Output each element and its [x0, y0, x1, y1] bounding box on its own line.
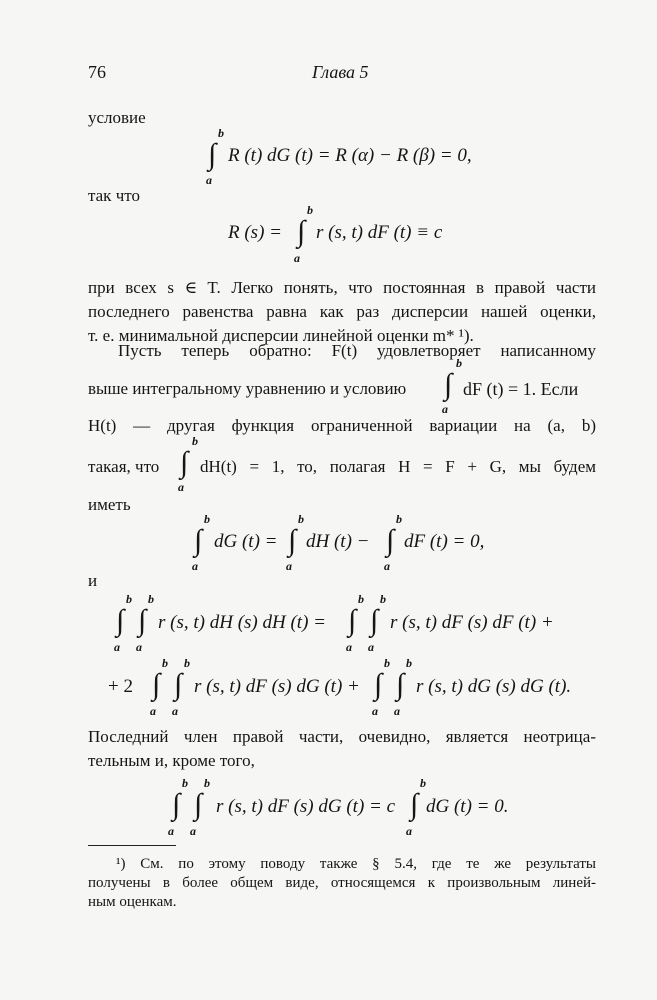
paragraph-1-line-3: т. е. минимальной дисперсии линейной оценки m* ¹). [88, 326, 474, 345]
limit-lower: a [384, 559, 390, 573]
page-number: 76 [88, 62, 106, 82]
integral-sign: ∫ [370, 604, 379, 637]
integral-sign: ∫ [116, 604, 125, 637]
limit-lower: a [372, 704, 378, 718]
limit-upper: b [204, 776, 210, 790]
limit-upper: b [358, 592, 364, 606]
limit-upper: b [456, 356, 462, 370]
equation-5-prefix: + 2 [108, 676, 133, 697]
paragraph-1 [88, 276, 596, 348]
integral-sign: ∫ [194, 788, 203, 821]
limit-lower: a [190, 824, 196, 838]
integral-sign: ∫ [374, 668, 383, 701]
limit-lower: a [286, 559, 292, 573]
limit-lower: a [114, 640, 120, 654]
limit-lower: a [442, 402, 448, 416]
equation-5-part-b: r (s, t) dF (s) dG (t) + [194, 676, 360, 697]
paragraph-3-line-2: тельным и, кроме того, [88, 751, 255, 770]
integral-sign: ∫ [396, 668, 405, 701]
integral-sign: ∫ [174, 668, 183, 701]
equation-3-part-b: dH (t) − [306, 531, 370, 552]
limit-lower: a [178, 480, 184, 494]
limit-upper: b [162, 656, 168, 670]
paragraph-2-line-4b: dH(t) = 1, то, полагая H = F + G, мы будем [200, 457, 596, 476]
limit-upper: b [184, 656, 190, 670]
limit-lower: a [168, 824, 174, 838]
integral-sign: ∫ [386, 524, 395, 557]
limit-lower: a [294, 251, 300, 265]
paragraph-2-line-2b: dF (t) = 1. Если [463, 379, 579, 399]
integral-sign: ∫ [180, 446, 189, 479]
equation-6-part-b: dG (t) = 0. [426, 796, 509, 817]
paragraph-1-line-2: последнего равенства равна как раз дисперсии нашей оценки, [88, 302, 596, 321]
equation-2-lhs: R (s) = [228, 222, 282, 243]
limit-upper: b [218, 126, 224, 140]
text-and: и [88, 571, 98, 590]
equation-3-part-a: dG (t) = [214, 531, 278, 552]
text-condition: условие [88, 108, 146, 127]
paragraph-2-line-3: H(t) — другая функция ограниченной вариации на (a, b) [88, 416, 596, 435]
limit-lower: a [150, 704, 156, 718]
paragraph-2-line-1: Пусть теперь обратно: F(t) удовлетворяет написанному [118, 341, 596, 360]
equation-3-part-c: dF (t) = 0, [404, 531, 485, 552]
limit-upper: b [420, 776, 426, 790]
paragraph-3-line-1: Последний член правой части, очевидно, является неотрица- [88, 727, 596, 746]
limit-lower: a [394, 704, 400, 718]
text-so-that: так что [88, 186, 140, 205]
limit-upper: b [298, 512, 304, 526]
integral-sign: ∫ [410, 788, 419, 821]
limit-lower: a [172, 704, 178, 718]
integral-sign: ∫ [288, 524, 297, 557]
limit-lower: a [346, 640, 352, 654]
limit-upper: b [380, 592, 386, 606]
integral-sign: ∫ [348, 604, 357, 637]
limit-upper: b [204, 512, 210, 526]
equation-5-part-c: r (s, t) dG (s) dG (t). [416, 676, 572, 697]
limit-upper: b [384, 656, 390, 670]
limit-lower: a [136, 640, 142, 654]
integral-sign: ∫ [152, 668, 161, 701]
paragraph-2-line-5: иметь [88, 495, 131, 514]
equation-4-rhs: r (s, t) dF (s) dF (t) + [390, 612, 554, 633]
limit-lower: a [368, 640, 374, 654]
paragraph-1-line-1: при всех s ∈ T. Легко понять, что постоянная в правой части [88, 278, 596, 297]
footnote [88, 855, 596, 912]
limit-upper: b [126, 592, 132, 606]
paragraph-2-line-2a: выше интегральному уравнению и условию [88, 379, 407, 398]
equation-6-part-a: r (s, t) dF (s) dG (t) = c [216, 796, 396, 817]
limit-upper: b [192, 434, 198, 448]
chapter-title: Глава 5 [312, 62, 369, 82]
equation-2-rhs: r (s, t) dF (t) ≡ c [316, 222, 443, 243]
limit-upper: b [148, 592, 154, 606]
equation-1-body: R (t) dG (t) = R (α) − R (β) = 0, [228, 145, 472, 166]
limit-lower: a [192, 559, 198, 573]
limit-lower: a [206, 173, 212, 187]
integral-sign: ∫ [208, 138, 217, 171]
integral-sign: ∫ [138, 604, 147, 637]
limit-upper: b [396, 512, 402, 526]
paragraph-2-line-4a: такая, что [88, 457, 160, 476]
limit-lower: a [406, 824, 412, 838]
limit-upper: b [406, 656, 412, 670]
limit-upper: b [307, 203, 313, 217]
integral-sign: ∫ [172, 788, 181, 821]
equation-4-lhs: r (s, t) dH (s) dH (t) = [158, 612, 326, 633]
integral-sign: ∫ [297, 215, 306, 248]
integral-sign: ∫ [194, 524, 203, 557]
footnote-line-1: ¹) См. по этому поводу также § 5.4, где те же результаты [116, 856, 596, 872]
footnote-divider [88, 845, 176, 846]
footnote-line-2: получены в более общем виде, относящемся к произвольным линей- [88, 875, 596, 891]
limit-upper: b [182, 776, 188, 790]
footnote-line-3: ным оценкам. [88, 894, 177, 910]
integral-sign: ∫ [444, 368, 453, 401]
